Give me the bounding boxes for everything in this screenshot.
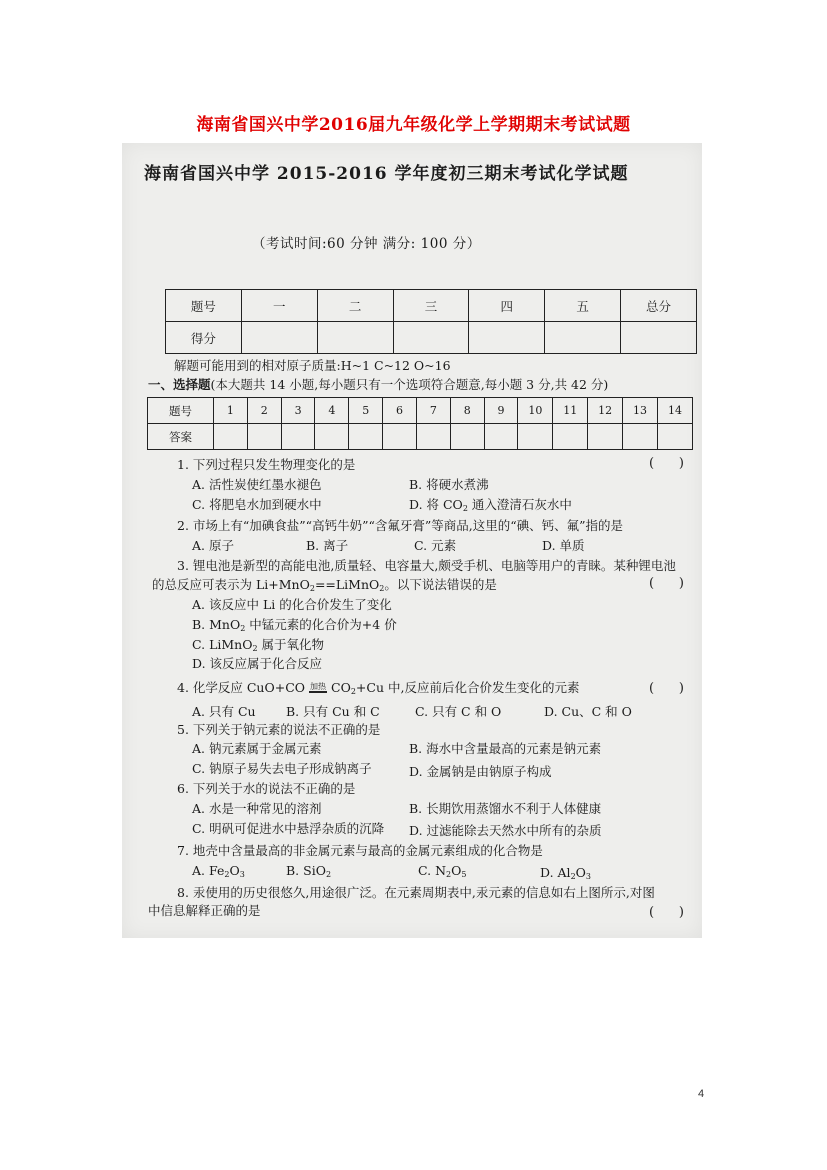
score-header-cell: 一 — [241, 290, 317, 322]
q4-option-a[interactable]: A. 只有 Cu — [192, 704, 256, 719]
score-header-cell: 三 — [393, 290, 469, 322]
answer-blank[interactable]: ( ) — [649, 681, 684, 696]
q1-option-d-post: 通入澄清石灰水中 — [467, 497, 572, 512]
q1-option-c[interactable]: C. 将肥皂水加到硬水中 — [192, 497, 322, 512]
subscript: 2 — [570, 872, 576, 881]
q7-option-a-mid: O — [229, 863, 240, 878]
q3-stem-line1: 3. 锂电池是新型的高能电池,质量轻、电容量大,颇受手机、电脑等用户的青睐。某种锂电池 — [177, 558, 676, 573]
answer-row-label: 答案 — [148, 424, 214, 450]
score-table-header-row — [166, 290, 697, 322]
q7-option-b-pre: B. SiO — [286, 863, 326, 878]
subscript: 2 — [446, 870, 452, 879]
subscript: 2 — [252, 644, 258, 653]
answer-cell[interactable] — [553, 424, 588, 450]
q7-option-c-mid: O — [451, 863, 462, 878]
section-one-heading — [148, 375, 608, 393]
answer-cell[interactable] — [623, 424, 658, 450]
answer-cell[interactable] — [315, 424, 349, 450]
subscript: 2 — [350, 687, 356, 696]
page-number: 4 — [698, 1088, 705, 1100]
q2-stem: 2. 市场上有“加碘食盐”“高钙牛奶”“含氟牙膏”等商品,这里的“碘、钙、氟”指的是 — [177, 518, 623, 533]
q3-option-b-post: 中锰元素的化合价为+4 价 — [245, 617, 397, 632]
answer-cell[interactable] — [484, 424, 518, 450]
answer-cell[interactable] — [416, 424, 450, 450]
answer-cell[interactable] — [588, 424, 623, 450]
scanned-exam-page — [122, 143, 702, 938]
score-row-label: 得分 — [166, 322, 242, 354]
score-table — [165, 289, 697, 354]
q4-option-d[interactable]: D. Cu、C 和 O — [544, 704, 632, 719]
subscript: 2 — [325, 870, 332, 879]
question-number-cell: 8 — [450, 398, 484, 424]
question-number-cell: 3 — [281, 398, 315, 424]
q2-option-b[interactable]: B. 离子 — [306, 538, 349, 553]
q1-option-b[interactable]: B. 将硬水煮沸 — [409, 477, 489, 492]
q3-option-b-pre: B. MnO — [192, 617, 241, 632]
answer-cell[interactable] — [657, 424, 692, 450]
answer-cell[interactable] — [349, 424, 383, 450]
q3-stem-post: 。以下说法错误的是 — [384, 577, 497, 592]
question-number-cell: 4 — [315, 398, 349, 424]
score-cell[interactable] — [621, 322, 697, 354]
q5-option-d[interactable]: D. 金属钠是由钠原子构成 — [409, 764, 552, 779]
q7-option-b[interactable] — [286, 862, 331, 884]
q3-option-c-post: 属于氧化物 — [257, 637, 325, 652]
subscript: 3 — [585, 872, 591, 881]
score-cell[interactable] — [317, 322, 393, 354]
q3-stem-line2 — [152, 576, 497, 598]
score-cell[interactable] — [469, 322, 545, 354]
answer-cell[interactable] — [450, 424, 484, 450]
q2-option-d[interactable]: D. 单质 — [542, 538, 585, 553]
q7-option-d-pre: D. Al — [540, 865, 571, 880]
document-header-title: 海南省国兴中学2016届九年级化学上学期期末考试试题 — [196, 115, 631, 135]
question-number-cell: 10 — [518, 398, 553, 424]
question-number-cell: 9 — [484, 398, 518, 424]
q2-option-c[interactable]: C. 元素 — [414, 538, 457, 553]
q3-stem-pre: 的总反应可表示为 Li+MnO — [152, 577, 310, 592]
score-header-cell: 五 — [545, 290, 621, 322]
section-one-title: 一、选择题 — [148, 377, 211, 392]
subscript: 2 — [379, 584, 385, 593]
q4-stem-mid: CO — [331, 680, 351, 695]
q4-stem-post: +Cu 中,反应前后化合价发生变化的元素 — [355, 680, 580, 695]
section-one-note: (本大题共 14 小题,每小题只有一个选项符合题意,每小题 3 分,共 42 分) — [210, 377, 609, 392]
subscript: 2 — [224, 870, 230, 879]
q6-stem: 6. 下列关于水的说法不正确的是 — [177, 781, 356, 796]
q7-option-d-mid: O — [575, 865, 586, 880]
q5-option-b[interactable]: B. 海水中含量最高的元素是钠元素 — [409, 741, 602, 756]
answer-table — [147, 397, 693, 450]
q3-option-d[interactable]: D. 该反应属于化合反应 — [192, 656, 323, 671]
answer-blank[interactable]: ( ) — [649, 905, 684, 920]
question-number-cell: 13 — [623, 398, 658, 424]
q7-option-c-pre: C. N — [418, 863, 447, 878]
question-number-cell: 12 — [588, 398, 623, 424]
q3-option-a[interactable]: A. 该反应中 Li 的化合价发生了变化 — [192, 597, 392, 612]
score-cell[interactable] — [241, 322, 317, 354]
q2-option-a[interactable]: A. 原子 — [192, 538, 234, 553]
q6-option-c[interactable]: C. 明矾可促进水中悬浮杂质的沉降 — [192, 821, 385, 836]
question-number-cell: 6 — [383, 398, 417, 424]
subscript: 5 — [461, 870, 467, 879]
q6-option-a[interactable]: A. 水是一种常见的溶剂 — [192, 801, 322, 816]
answer-cell[interactable] — [214, 424, 248, 450]
answer-blank[interactable]: ( ) — [649, 576, 684, 591]
answer-cell[interactable] — [518, 424, 553, 450]
reaction-condition: 加热 — [310, 682, 327, 691]
question-number-cell: 1 — [214, 398, 248, 424]
score-cell[interactable] — [545, 322, 621, 354]
q4-stem-pre: 4. 化学反应 CuO+CO — [177, 680, 306, 695]
q8-stem-line2: 中信息解释正确的是 — [148, 903, 261, 918]
subscript: 2 — [240, 624, 246, 633]
answer-cell[interactable] — [247, 424, 281, 450]
score-header-cell: 题号 — [166, 290, 242, 322]
answer-cell[interactable] — [383, 424, 417, 450]
q1-option-d-pre: D. 将 CO — [409, 497, 463, 512]
answer-table-answer-row — [148, 424, 693, 450]
q6-option-b[interactable]: B. 长期饮用蒸馏水不利于人体健康 — [409, 801, 602, 816]
question-number-cell: 5 — [349, 398, 383, 424]
question-number-cell: 11 — [553, 398, 588, 424]
q1-stem: 1. 下列过程只发生物理变化的是 — [177, 457, 356, 472]
q7-option-c[interactable] — [418, 862, 466, 884]
answer-cell[interactable] — [281, 424, 315, 450]
q4-option-c[interactable]: C. 只有 C 和 O — [415, 704, 502, 719]
q3-stem-mid: ==LiMnO — [314, 577, 380, 592]
question-number-cell: 7 — [416, 398, 450, 424]
score-header-cell: 总分 — [621, 290, 697, 322]
atomic-masses-line: 解题可能用到的相对原子质量:H~1 C~12 O~16 — [174, 358, 451, 373]
q7-option-d[interactable] — [540, 864, 591, 886]
q4-stem — [177, 679, 579, 701]
answer-table-number-row — [148, 398, 693, 424]
q5-option-a[interactable]: A. 钠元素属于金属元素 — [192, 741, 322, 756]
q4-option-b[interactable]: B. 只有 Cu 和 C — [286, 704, 380, 719]
question-number-cell: 2 — [247, 398, 281, 424]
q7-option-a[interactable] — [192, 862, 245, 884]
q7-option-a-pre: A. Fe — [192, 863, 225, 878]
question-number-cell: 14 — [657, 398, 692, 424]
score-header-cell: 四 — [469, 290, 545, 322]
score-header-cell: 二 — [317, 290, 393, 322]
q5-stem: 5. 下列关于钠元素的说法不正确的是 — [177, 722, 381, 737]
score-cell[interactable] — [393, 322, 469, 354]
q3-option-c-pre: C. LiMnO — [192, 637, 253, 652]
q1-option-a[interactable]: A. 活性炭使红墨水褪色 — [192, 477, 322, 492]
q8-stem-line1: 8. 汞使用的历史很悠久,用途很广泛。在元素周期表中,汞元素的信息如右上图所示,对图 — [177, 885, 655, 900]
exam-title: 海南省国兴中学 2015-2016 学年度初三期末考试化学试题 — [144, 164, 629, 184]
answer-blank[interactable]: ( ) — [649, 456, 684, 471]
subscript: 2 — [309, 584, 315, 593]
q6-option-d[interactable]: D. 过滤能除去天然水中所有的杂质 — [409, 823, 602, 838]
q1-option-d[interactable] — [409, 496, 572, 518]
q3-option-b[interactable] — [192, 616, 397, 638]
subscript: 2 — [462, 504, 468, 513]
subscript: 3 — [239, 870, 245, 879]
exam-subtitle: （考试时间:60 分钟 满分: 100 分） — [252, 236, 481, 252]
q5-option-c[interactable]: C. 钠原子易失去电子形成钠离子 — [192, 761, 372, 776]
answer-table-header-label: 题号 — [148, 398, 214, 424]
q7-stem: 7. 地壳中含量最高的非金属元素与最高的金属元素组成的化合物是 — [177, 843, 543, 858]
score-table-score-row — [166, 322, 697, 354]
